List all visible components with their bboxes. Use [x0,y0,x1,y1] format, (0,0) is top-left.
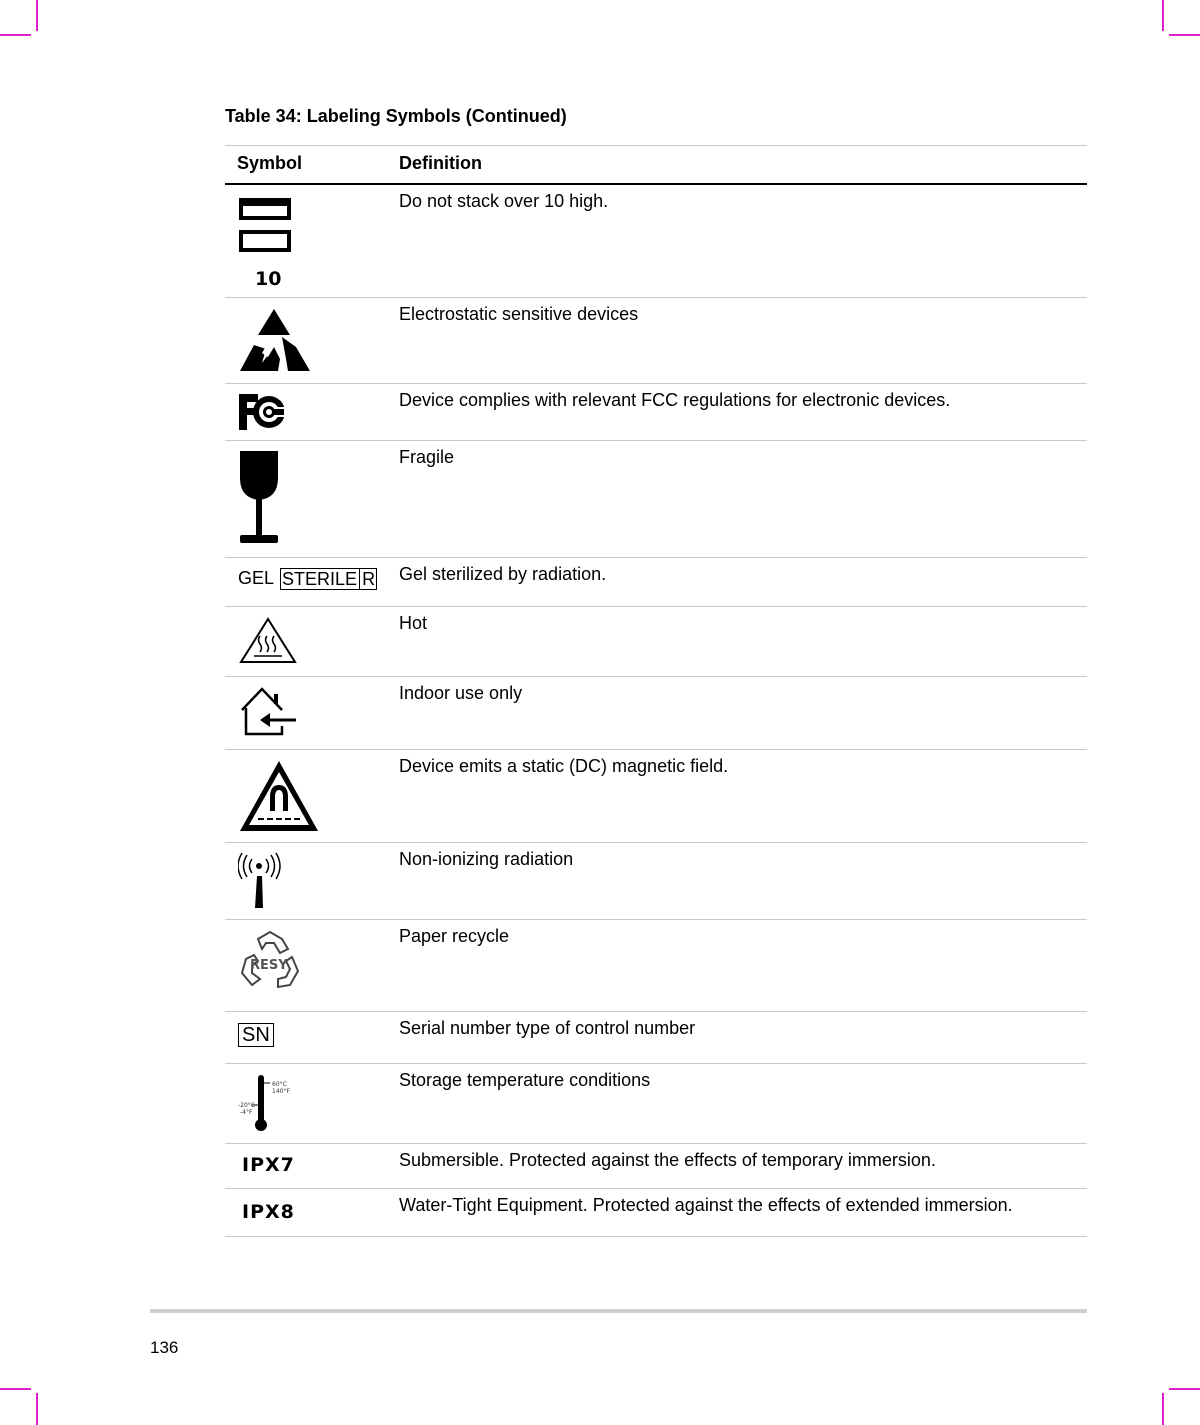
footer-rule [150,1309,1087,1313]
table-row [225,842,1087,919]
definition-cell: Paper recycle [399,919,1087,1011]
gel-sterile-icon [238,568,377,590]
table-row [225,606,1087,676]
table-row [225,676,1087,749]
definition-cell: Device emits a static (DC) magnetic field. [399,749,1087,842]
labeling-symbols-table [225,145,1087,1237]
recycle-label: RESY [250,957,288,973]
crop-mark [1169,1388,1200,1390]
fragile-icon [238,450,283,546]
table-row [225,297,1087,383]
sterile-method-label: R [359,569,375,589]
non-ionizing-radiation-icon [238,852,283,910]
table-row [225,1063,1087,1143]
table-header-row [225,146,1087,184]
crop-mark [1169,34,1200,36]
storage-temperature-icon [238,1073,298,1133]
table-row [225,184,1087,297]
table-row [225,383,1087,440]
table-caption: Table 34: Labeling Symbols (Continued) [225,106,567,126]
crop-mark [1162,1393,1164,1425]
fcc-icon [238,393,288,431]
symbol-column-header: Symbol [225,146,399,184]
stack-limit-number: 10 [255,268,282,290]
temp-low-c: -20°C [238,1101,255,1109]
table-row [225,557,1087,606]
crop-mark [36,1393,38,1425]
temp-low-f: -4°F [240,1108,253,1116]
definition-column-header: Definition [399,146,1087,184]
table-row [225,440,1087,557]
table-row [225,749,1087,842]
definition-cell: Device complies with relevant FCC regulations for electronic devices. [399,383,1087,440]
esd-icon [238,307,313,373]
definition-cell: Electrostatic sensitive devices [399,297,1087,383]
definition-cell: Fragile [399,440,1087,557]
table-row [225,919,1087,1011]
ipx8-icon: IPX8 [242,1200,295,1223]
definition-cell: Hot [399,606,1087,676]
definition-cell: Do not stack over 10 high. [399,184,1087,297]
page-number: 136 [150,1338,179,1357]
definition-cell: Non-ionizing radiation [399,842,1087,919]
temp-high-c: 60°C [272,1080,287,1088]
definition-cell: Gel sterilized by radiation. [399,557,1087,606]
magnetic-field-icon [238,759,320,833]
definition-cell: Indoor use only [399,676,1087,749]
temp-high-f: 140°F [272,1087,290,1095]
table-row [225,1143,1087,1188]
hot-surface-icon [238,616,298,666]
serial-number-icon: SN [238,1023,274,1047]
definition-cell: Water-Tight Equipment. Protected against the effects of extended immersion. [399,1188,1087,1236]
crop-mark [1162,0,1164,31]
ipx7-icon: IPX7 [242,1153,295,1176]
sterile-label: STERILE [282,568,358,589]
crop-mark [0,1388,31,1390]
definition-cell: Serial number type of control number [399,1011,1087,1063]
stack-limit-icon [238,196,298,291]
indoor-use-icon [238,686,300,738]
table-row [225,1188,1087,1236]
definition-cell: Storage temperature conditions [399,1063,1087,1143]
gel-label: GEL [238,568,275,588]
crop-mark [36,0,38,31]
paper-recycle-icon [238,929,304,999]
crop-mark [0,34,31,36]
definition-cell: Submersible. Protected against the effects of temporary immersion. [399,1143,1087,1188]
table-row [225,1011,1087,1063]
